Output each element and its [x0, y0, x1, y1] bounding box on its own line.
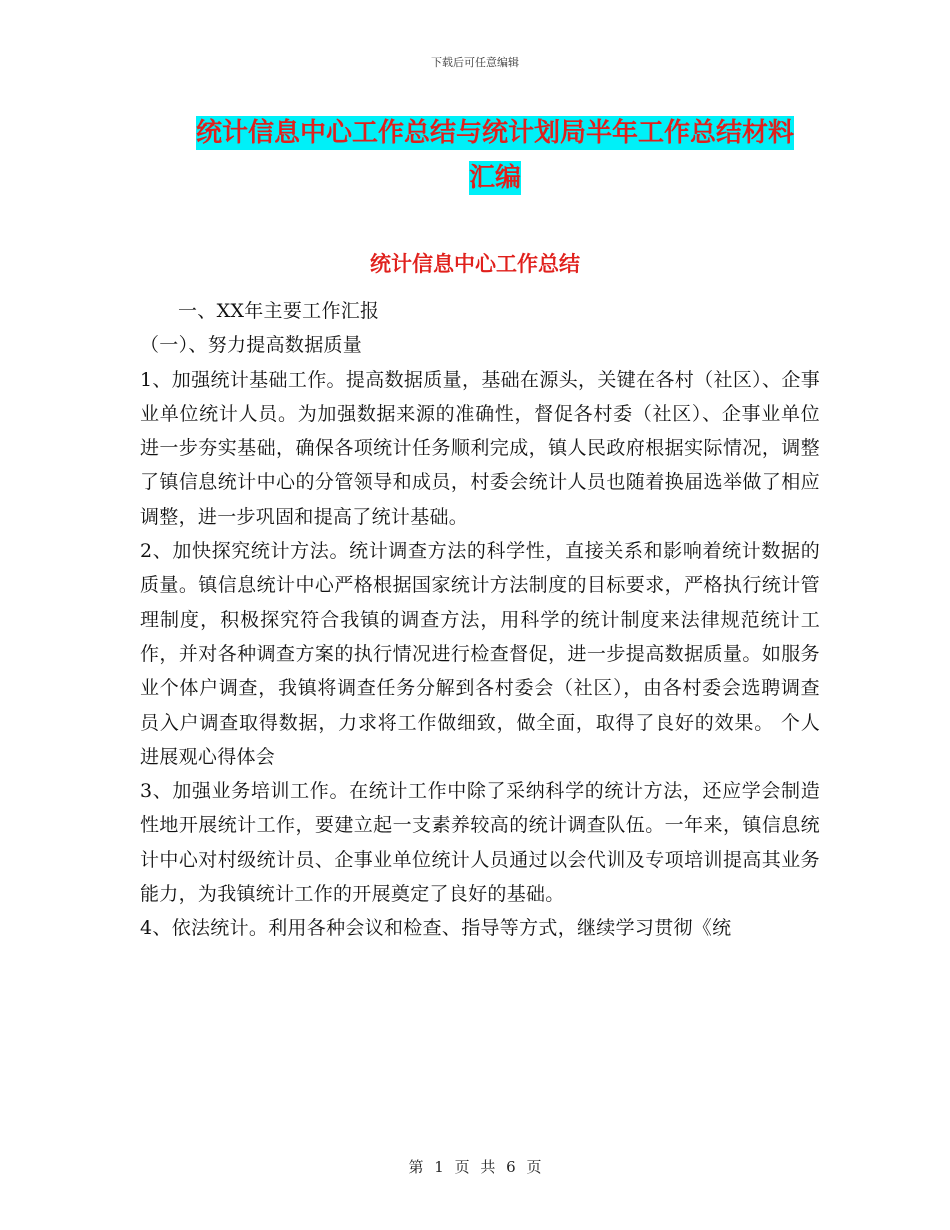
- paragraph-1: 1、加强统计基础工作。提高数据质量，基础在源头，关键在各村（社区）、企事业单位统计人员。为加强数据来源的准确性，督促各村委（社区）、企事业单位进一步夯实基础，确保各项统计任务顺利完成，镇人民政府根据实际情况，调整了镇信息统计中心的分管领导和成员，村委会统计人员也随着换届选举做了相应调整，进一步巩固和提高了统计基础。: [140, 368, 820, 528]
- paragraph-4: 4、依法统计。利用各种会议和检查、指导等方式，继续学习贯彻《统: [140, 917, 732, 940]
- paragraph-3: 3、加强业务培训工作。在统计工作中除了采纳科学的统计方法，还应学会制造性地开展统计工作，要建立起一支素养较高的统计调查队伍。一年来，镇信息统计中心对村级统计员、企事业单位统计人员通过以会代训及专项培训提高其业务能力，为我镇统计工作的开展奠定了良好的基础。: [140, 780, 820, 906]
- document-title-line-2: [100, 157, 890, 194]
- header-note: 下载后可任意编辑: [431, 56, 519, 69]
- document-title-text-1: 统计信息中心工作总结与统计划局半年工作总结材料: [195, 118, 794, 148]
- document-title-text-2: 汇编: [468, 163, 521, 193]
- body-text: [140, 294, 820, 946]
- document-title-line-1: [100, 112, 890, 149]
- subheading-data-quality: （一）、努力提高数据质量: [140, 334, 363, 357]
- paragraph-2: 2、加快探究统计方法。统计调查方法的科学性，直接关系和影响着统计数据的质量。镇信息统计中心严格根据国家统计方法制度的目标要求，严格执行统计管理制度，积极探究符合我镇的调查方法，用科学的统计制度来法律规范统计工作，并对各种调查方案的执行情况进行检查督促，进一步提高数据质量。如服务业个体户调查，我镇将调查任务分解到各村委会（社区），由各村委会选聘调查员入户调查取得数据，力求将工作做细致，做全面，取得了良好的效果。 个人进展观心得体会: [140, 540, 820, 768]
- section-title: 统计信息中心工作总结: [370, 252, 580, 276]
- page-footer: 第 1 页 共 6 页: [408, 1158, 542, 1176]
- heading-main-work: 一、XX年主要工作汇报: [178, 300, 380, 322]
